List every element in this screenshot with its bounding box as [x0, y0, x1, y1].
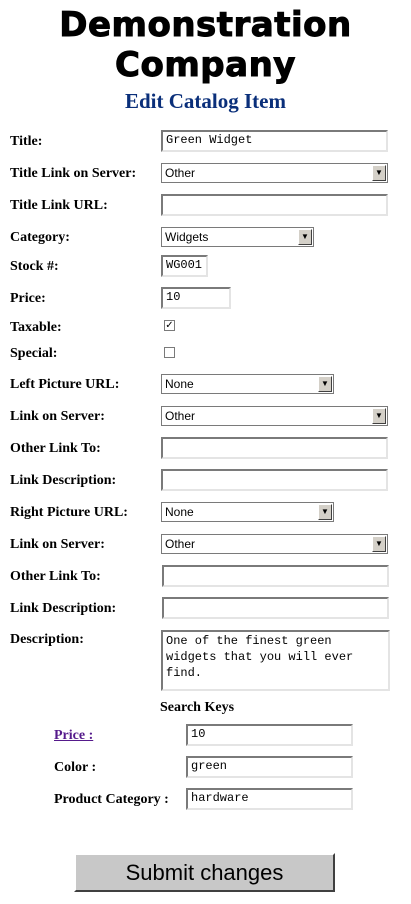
dropdown-arrow-icon[interactable]: ▼ [372, 408, 386, 424]
price-label: Price: [10, 291, 46, 306]
submit-changes-button[interactable]: Submit changes [74, 853, 335, 892]
taxable-label: Taxable: [10, 320, 62, 335]
category-select[interactable] [161, 227, 314, 247]
color-search-key-input[interactable]: green [186, 756, 353, 778]
company-name-line2: Company [115, 45, 296, 85]
description-textarea[interactable]: One of the finest green widgets that you will ever find. [161, 630, 390, 691]
special-checkbox[interactable] [164, 347, 175, 358]
special-label: Special: [10, 346, 58, 361]
title-link-url-input[interactable] [161, 194, 388, 216]
right-picture-url-value: None [165, 505, 194, 519]
right-link-server-select[interactable] [161, 534, 388, 554]
stock-label: Stock #: [10, 259, 59, 274]
right-link-description-input[interactable] [162, 597, 389, 619]
category-value: Widgets [165, 230, 209, 244]
left-link-server-select[interactable] [161, 406, 388, 426]
right-other-link-label: Other Link To: [10, 569, 101, 584]
left-picture-url-value: None [165, 377, 194, 391]
title-link-server-label: Title Link on Server: [10, 166, 137, 181]
taxable-checkbox[interactable]: ✓ [165, 320, 174, 331]
left-picture-url-label: Left Picture URL: [10, 377, 120, 392]
price-search-key-link[interactable]: Price : [54, 728, 94, 743]
right-link-server-label: Link on Server: [10, 537, 105, 552]
title-input[interactable]: Green Widget [161, 130, 388, 152]
dropdown-arrow-icon[interactable]: ▼ [372, 165, 386, 181]
company-name-line1: Demonstration [59, 5, 352, 45]
product-category-search-key-input[interactable]: hardware [186, 788, 353, 810]
search-keys-heading: Search Keys [160, 700, 235, 715]
left-link-server-label: Link on Server: [10, 409, 105, 424]
left-other-link-input[interactable] [161, 437, 388, 459]
title-label: Title: [10, 134, 43, 149]
title-link-url-label: Title Link URL: [10, 198, 108, 213]
right-other-link-input[interactable] [162, 565, 389, 587]
right-link-description-label: Link Description: [10, 601, 117, 616]
product-category-search-key-label: Product Category : [54, 792, 169, 807]
title-link-server-select[interactable] [161, 163, 388, 183]
left-picture-url-select[interactable] [161, 374, 334, 394]
price-input[interactable]: 10 [161, 287, 231, 309]
page-title: Edit Catalog Item [125, 89, 286, 113]
left-link-server-value: Other [165, 409, 196, 423]
stock-input[interactable]: WG001 [161, 255, 208, 277]
category-label: Category: [10, 230, 70, 245]
color-search-key-label: Color : [54, 760, 97, 775]
right-picture-url-label: Right Picture URL: [10, 505, 128, 520]
dropdown-arrow-icon[interactable]: ▼ [372, 536, 386, 552]
left-other-link-label: Other Link To: [10, 441, 101, 456]
dropdown-arrow-icon[interactable]: ▼ [318, 376, 332, 392]
title-link-server-value: Other [165, 166, 196, 180]
price-search-key-input[interactable]: 10 [186, 724, 353, 746]
dropdown-arrow-icon[interactable]: ▼ [298, 229, 312, 245]
right-picture-url-select[interactable] [161, 502, 334, 522]
right-link-server-value: Other [165, 537, 196, 551]
left-link-description-input[interactable] [161, 469, 388, 491]
description-label: Description: [10, 632, 84, 647]
left-link-description-label: Link Description: [10, 473, 117, 488]
dropdown-arrow-icon[interactable]: ▼ [318, 504, 332, 520]
